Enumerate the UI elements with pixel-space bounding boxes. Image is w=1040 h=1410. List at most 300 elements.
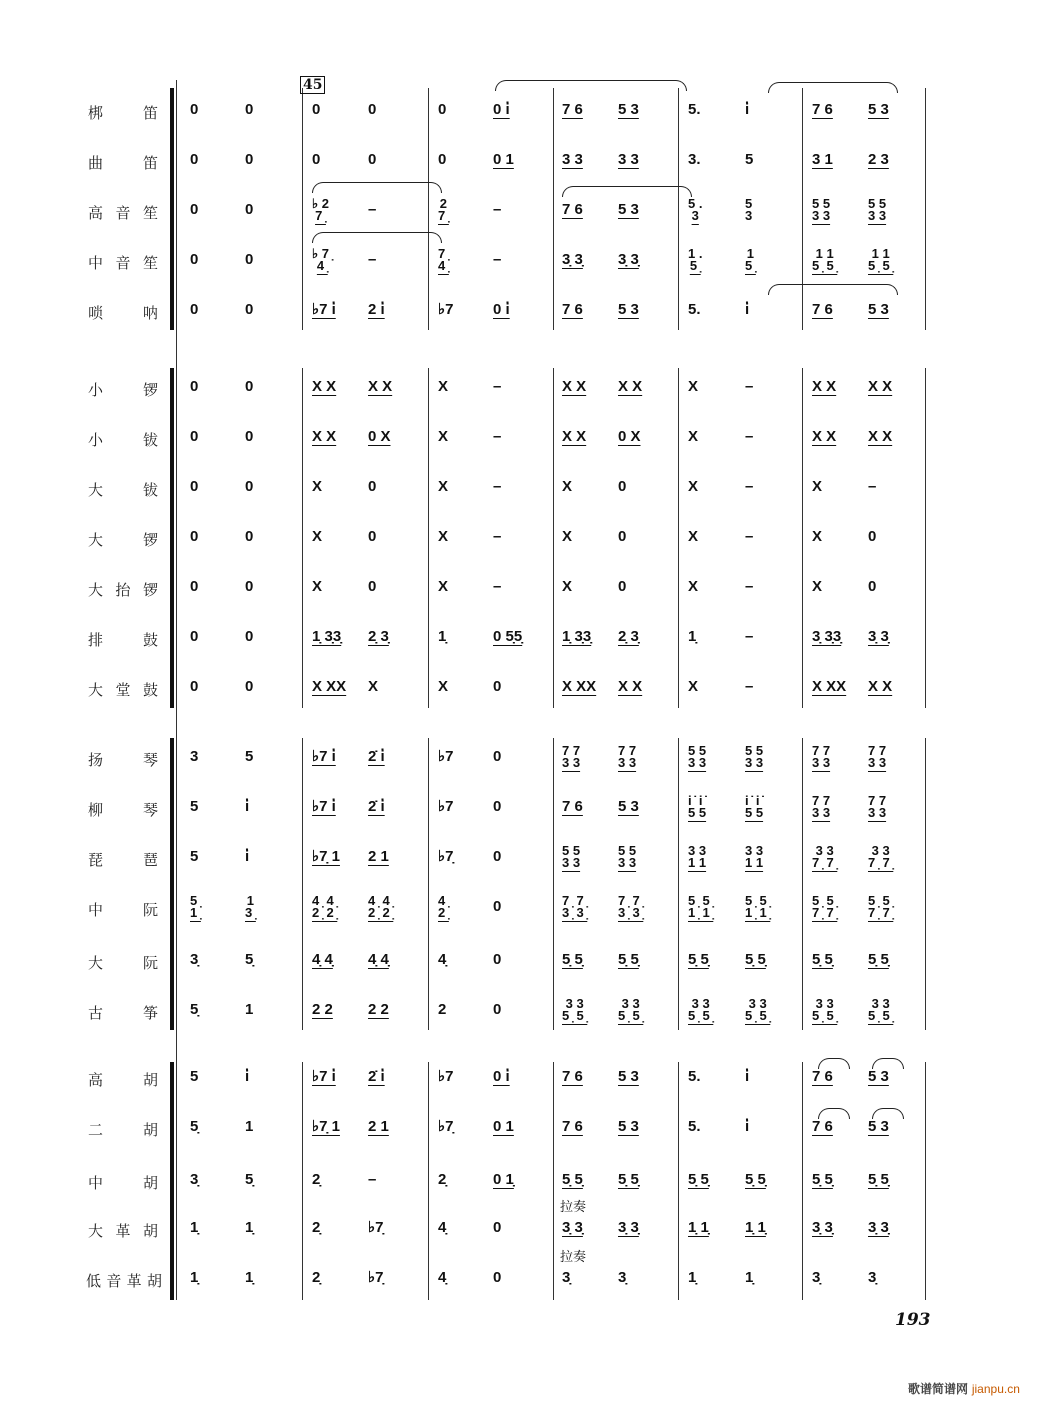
instrument-label: 大 阮 [88, 954, 160, 972]
note-cell [245, 1069, 249, 1084]
chord-stack: 5 ̣ 1 ̣ [190, 893, 201, 920]
note-cell [312, 429, 336, 444]
note-cell [438, 1270, 446, 1285]
note-text: ♭7 [438, 301, 454, 318]
note-cell [562, 745, 580, 770]
slur [562, 186, 692, 197]
note-cell [688, 745, 706, 770]
note-cell [368, 152, 376, 167]
note-cell [190, 1002, 198, 1017]
note-text: 0 [368, 151, 377, 168]
note-cell [493, 579, 501, 594]
note-cell [812, 745, 830, 770]
note-text: – [745, 528, 754, 545]
note-text: – [745, 378, 754, 395]
note-text: 5̣ 5̣ [868, 951, 889, 968]
note-cell [562, 679, 596, 694]
note-cell [190, 849, 198, 864]
note-text: 2̇ i̇ [368, 798, 385, 815]
note-cell [688, 1172, 709, 1187]
chord-stack: 7 7 3 3 [618, 743, 637, 770]
note-cell [745, 795, 763, 820]
note-cell [493, 302, 510, 317]
note-cell [745, 1270, 753, 1285]
note-cell [245, 429, 253, 444]
note-cell [562, 1069, 583, 1084]
note-text: 5 3 [868, 1068, 889, 1085]
note-cell [190, 429, 198, 444]
note-text: 5. [688, 1118, 701, 1135]
note-text: – [493, 528, 502, 545]
note-text: 1̣ [245, 1219, 254, 1236]
note-text: 2 2 [368, 1001, 389, 1018]
note-text: X [312, 478, 323, 495]
note-cell [438, 749, 453, 764]
note-text: 0 [368, 528, 377, 545]
note-text: 0 [368, 578, 377, 595]
note-text: 5̣ 5̣ [618, 1171, 639, 1188]
note-cell [190, 749, 198, 764]
chord-stack: 3 3 1 1 [745, 843, 764, 870]
note-cell [812, 1069, 833, 1084]
chord-stack: 4 ̣ 4 ̣ 2 ̣ 2 ̣ [368, 893, 394, 920]
note-text: X X [312, 428, 337, 445]
chord-stack: 3 3 1 1 [688, 843, 707, 870]
note-cell [368, 1119, 389, 1134]
note-cell [812, 895, 837, 920]
note-text: 0 X [368, 428, 391, 445]
barline [802, 1062, 803, 1300]
note-text: X X [618, 678, 643, 695]
note-cell [688, 1069, 701, 1084]
note-text: – [493, 378, 502, 395]
note-text: 0 [190, 301, 199, 318]
note-cell [868, 379, 892, 394]
note-cell [688, 302, 701, 317]
note-cell [618, 1172, 639, 1187]
note-text: 0 [368, 478, 377, 495]
note-text: 5̣ 5̣ [868, 1171, 889, 1188]
note-cell [245, 379, 253, 394]
note-text: ♭7 i̇ [312, 748, 336, 765]
note-cell [190, 579, 198, 594]
chord-stack: i ̇ i ̇ 5 5 [688, 793, 707, 820]
note-cell [493, 529, 501, 544]
page-number: 193 [895, 1310, 931, 1330]
note-text: 0 [493, 798, 502, 815]
note-text: 5 3 [618, 201, 639, 218]
note-cell [562, 845, 580, 870]
note-text: X [438, 428, 449, 445]
barline [678, 88, 679, 330]
note-cell [562, 629, 591, 644]
note-cell [368, 629, 389, 644]
chord-stack: 7 7 3 3 [812, 743, 831, 770]
note-cell [868, 579, 876, 594]
note-cell [812, 102, 833, 117]
note-cell [438, 302, 453, 317]
note-cell [438, 895, 449, 920]
note-cell [688, 629, 696, 644]
note-text: 0 [618, 528, 627, 545]
note-cell [438, 479, 448, 494]
note-cell [868, 429, 892, 444]
watermark-url: jianpu.cn [971, 1382, 1020, 1396]
note-cell [190, 1172, 198, 1187]
note-cell [812, 1172, 833, 1187]
note-cell [493, 849, 501, 864]
note-text: 0 i̇ [493, 301, 510, 318]
chord-stack: 7 7 3 3 [868, 793, 887, 820]
note-text: 0 [190, 201, 199, 218]
note-cell [745, 952, 766, 967]
note-text: 2 1 [368, 1118, 389, 1135]
note-text: 5̣ 5̣ [688, 951, 709, 968]
note-text: 2̣ [312, 1269, 321, 1286]
note-cell [368, 749, 385, 764]
barline [925, 368, 926, 708]
note-cell [562, 102, 583, 117]
note-text: 4̣ 4̣ [312, 951, 333, 968]
note-text: i̇ [245, 798, 250, 815]
note-cell [745, 102, 749, 117]
instrument-label: 古 筝 [88, 1004, 160, 1022]
note-cell [618, 1069, 639, 1084]
chord-stack: 1 1 5 ̣ 5 ̣ [812, 246, 838, 273]
note-cell [190, 152, 198, 167]
note-text: 0 [312, 101, 321, 118]
note-cell [245, 895, 256, 920]
note-cell [688, 152, 701, 167]
chord-stack: 5 5 3 3 [688, 743, 707, 770]
note-text: 5 3 [868, 301, 889, 318]
note-text: ♭7̣ [368, 1219, 384, 1236]
note-text: ♭7 i̇ [312, 798, 336, 815]
note-text: ♭7̣ [368, 1269, 384, 1286]
note-text: 1 [245, 1118, 254, 1135]
note-cell [312, 529, 322, 544]
note-cell [245, 679, 253, 694]
note-cell [812, 479, 822, 494]
note-text: 0 [245, 378, 254, 395]
barline [802, 368, 803, 708]
note-cell [245, 1002, 253, 1017]
note-text: 1̣ 3̣3̣ [562, 628, 592, 645]
note-cell [688, 952, 709, 967]
note-cell [368, 202, 376, 217]
note-text: X X [562, 378, 587, 395]
note-cell [868, 479, 876, 494]
note-cell [812, 998, 837, 1023]
note-text: 3. [688, 151, 701, 168]
note-text: i̇ [745, 101, 750, 118]
chord-stack: ♭ 2 7 ̣ [312, 196, 329, 223]
slur [768, 284, 898, 295]
note-text: 0 [245, 151, 254, 168]
note-text: 2̇ i̇ [368, 748, 385, 765]
note-text: 2 i̇ [368, 301, 385, 318]
note-cell [312, 479, 322, 494]
note-text: 1̣ [190, 1269, 199, 1286]
note-cell [618, 745, 636, 770]
chord-stack: 3 3 5 ̣ 5 ̣ [688, 996, 714, 1023]
watermark-text: 歌谱简谱网 [908, 1382, 969, 1396]
note-cell [368, 849, 389, 864]
note-cell [812, 795, 830, 820]
note-cell [368, 1220, 383, 1235]
note-cell [618, 895, 643, 920]
note-text: – [493, 578, 502, 595]
note-cell [368, 579, 376, 594]
note-cell [688, 795, 706, 820]
note-cell [493, 899, 501, 914]
note-cell [618, 202, 639, 217]
note-cell [745, 302, 749, 317]
note-text: 3̣ [812, 1269, 821, 1286]
note-cell [618, 845, 636, 870]
note-text: 0 [493, 951, 502, 968]
note-cell [812, 952, 833, 967]
note-cell [745, 1119, 749, 1134]
chord-stack: 4 ̣ 2 ̣ [438, 893, 449, 920]
note-cell [618, 1220, 639, 1235]
note-text: 7 6 [562, 1118, 583, 1135]
chord-stack: 5 5 3 3 [618, 843, 637, 870]
note-text: 0 [245, 201, 254, 218]
note-cell [190, 479, 198, 494]
note-text: 7 6 [812, 1118, 833, 1135]
note-cell [493, 1172, 514, 1187]
note-text: ♭7 [438, 1068, 454, 1085]
note-cell [312, 248, 333, 273]
note-cell [618, 952, 639, 967]
note-cell [245, 529, 253, 544]
note-text: X XX [812, 678, 847, 695]
note-text: 5̣ 5̣ [745, 1171, 766, 1188]
note-text: 7 6 [812, 301, 833, 318]
note-text: i̇ [745, 1118, 750, 1135]
note-cell [688, 845, 706, 870]
note-cell [688, 1220, 709, 1235]
note-cell [812, 429, 836, 444]
instrument-label: 中 阮 [88, 901, 160, 919]
barline [428, 738, 429, 1030]
barline [428, 88, 429, 330]
note-text: 1 [245, 1001, 254, 1018]
note-text: 3̣ [868, 1269, 877, 1286]
chord-stack: 3 3 5 ̣ 5 ̣ [618, 996, 644, 1023]
note-cell [868, 998, 893, 1023]
note-cell [562, 302, 583, 317]
note-cell [368, 479, 376, 494]
note-text: 7 6 [562, 201, 583, 218]
note-text: 0 [368, 101, 377, 118]
note-cell [562, 952, 583, 967]
note-cell [812, 1119, 833, 1134]
note-cell [312, 679, 346, 694]
note-text: 2̣ [438, 1171, 447, 1188]
note-cell [745, 629, 753, 644]
note-cell [368, 102, 376, 117]
note-text: 0 [312, 151, 321, 168]
note-text: – [493, 201, 502, 218]
note-text: i̇ [245, 848, 250, 865]
barline [925, 1062, 926, 1300]
note-cell [312, 895, 337, 920]
chord-stack: 3 3 7 ̣ 7 ̣ [868, 843, 894, 870]
note-cell [438, 799, 453, 814]
note-cell [245, 749, 253, 764]
note-cell [190, 1270, 198, 1285]
chord-stack: 7 ̣ 4 ̣ [438, 246, 449, 273]
note-text: 5 3 [618, 101, 639, 118]
note-text: ♭7̣ [438, 848, 454, 865]
note-cell [438, 679, 448, 694]
note-text: 7 6 [812, 1068, 833, 1085]
note-cell [438, 952, 446, 967]
chord-stack: 7 7 3 3 [812, 793, 831, 820]
note-text: X [688, 378, 699, 395]
note-cell [438, 429, 448, 444]
barline [678, 738, 679, 1030]
note-cell [312, 1220, 320, 1235]
note-text: 3̣ 3̣ [618, 251, 639, 268]
note-cell [618, 998, 643, 1023]
note-text: 0 1 [493, 1118, 514, 1135]
note-cell [745, 479, 753, 494]
note-text: 0 [245, 478, 254, 495]
chord-stack: 3 3 7 ̣ 7 ̣ [812, 843, 838, 870]
note-cell [812, 579, 822, 594]
note-text: 2 3 [868, 151, 889, 168]
note-cell [190, 895, 201, 920]
barline [302, 738, 303, 1030]
note-cell [190, 1220, 198, 1235]
note-text: 3̣ 3̣3̣ [812, 628, 842, 645]
note-cell [245, 102, 253, 117]
system-line [176, 80, 177, 1300]
note-cell [562, 1172, 583, 1187]
note-text: X [688, 428, 699, 445]
note-cell [438, 849, 453, 864]
note-text: 0 [190, 578, 199, 595]
note-text: 0 [493, 1219, 502, 1236]
note-text: 3̣ 3̣ [618, 1219, 639, 1236]
note-text: 2 [438, 1001, 447, 1018]
instrument-label: 扬 琴 [88, 751, 160, 769]
note-cell [190, 952, 198, 967]
note-cell [812, 198, 830, 223]
note-cell [868, 152, 889, 167]
note-cell [493, 1270, 501, 1285]
note-cell [562, 252, 583, 267]
note-text: 5̣ 5̣ [618, 951, 639, 968]
note-cell [745, 845, 763, 870]
note-text: X [312, 528, 323, 545]
chord-stack: 4 ̣ 4 ̣ 2 ̣ 2 ̣ [312, 893, 338, 920]
note-text: X XX [312, 678, 347, 695]
barline [553, 1062, 554, 1300]
note-text: ♭7̣ 1 [312, 848, 340, 865]
barline [678, 1062, 679, 1300]
note-cell [493, 1069, 510, 1084]
note-cell [368, 1172, 376, 1187]
note-cell [562, 479, 572, 494]
note-text: – [493, 478, 502, 495]
note-text: 7 6 [562, 101, 583, 118]
instrument-label: 大堂鼓 [88, 681, 160, 699]
note-cell [562, 529, 572, 544]
note-cell [368, 799, 385, 814]
note-text: 1̣ [688, 628, 697, 645]
note-cell [618, 102, 639, 117]
note-text: 1̣ [190, 1219, 199, 1236]
note-text: 0 [618, 478, 627, 495]
note-text: X X [812, 428, 837, 445]
note-text: 5 [190, 848, 199, 865]
note-cell [868, 1220, 889, 1235]
note-cell [812, 302, 833, 317]
note-cell [493, 152, 514, 167]
note-text: 0 [190, 528, 199, 545]
note-text: 5. [688, 301, 701, 318]
note-text: X [812, 528, 823, 545]
note-text: – [368, 201, 377, 218]
slur [818, 1058, 850, 1069]
note-cell [438, 529, 448, 544]
note-cell [562, 579, 572, 594]
note-text: 0 [493, 748, 502, 765]
note-text: 1̣ [245, 1269, 254, 1286]
note-cell [745, 429, 753, 444]
note-text: X X [868, 378, 893, 395]
note-cell [245, 952, 253, 967]
note-text: 0 [618, 578, 627, 595]
note-cell [245, 152, 253, 167]
note-text: ♭7 [438, 798, 454, 815]
note-cell [312, 1270, 320, 1285]
note-text: 0 [245, 628, 254, 645]
note-text: 3 3 [562, 151, 583, 168]
note-text: 5̣ 5̣ [812, 951, 833, 968]
note-text: 5. [688, 1068, 701, 1085]
chord-stack: 3 3 5 ̣ 5 ̣ [868, 996, 894, 1023]
note-text: 0 [245, 301, 254, 318]
note-cell [618, 679, 642, 694]
note-cell [618, 429, 641, 444]
note-cell [312, 952, 333, 967]
chord-stack: 5 ̣ 5 ̣ 7 ̣ 7 ̣ [812, 893, 838, 920]
chord-stack: 7 ̣ 7 ̣ 3 ̣ 3 ̣ [562, 893, 588, 920]
note-cell [812, 529, 822, 544]
note-cell [618, 799, 639, 814]
barline [302, 1062, 303, 1300]
group-bracket [170, 738, 174, 1030]
note-text: 3̣ 3̣ [562, 1219, 583, 1236]
note-cell [562, 895, 587, 920]
note-text: 5 3 [868, 1118, 889, 1135]
note-cell [438, 248, 449, 273]
note-text: 2̣ [312, 1219, 321, 1236]
note-cell [190, 679, 198, 694]
note-cell [493, 952, 501, 967]
note-cell [245, 799, 249, 814]
note-text: 0 [190, 428, 199, 445]
note-text: 4̣ [438, 951, 447, 968]
note-cell [812, 845, 837, 870]
note-cell [868, 679, 892, 694]
note-text: – [368, 1171, 377, 1188]
